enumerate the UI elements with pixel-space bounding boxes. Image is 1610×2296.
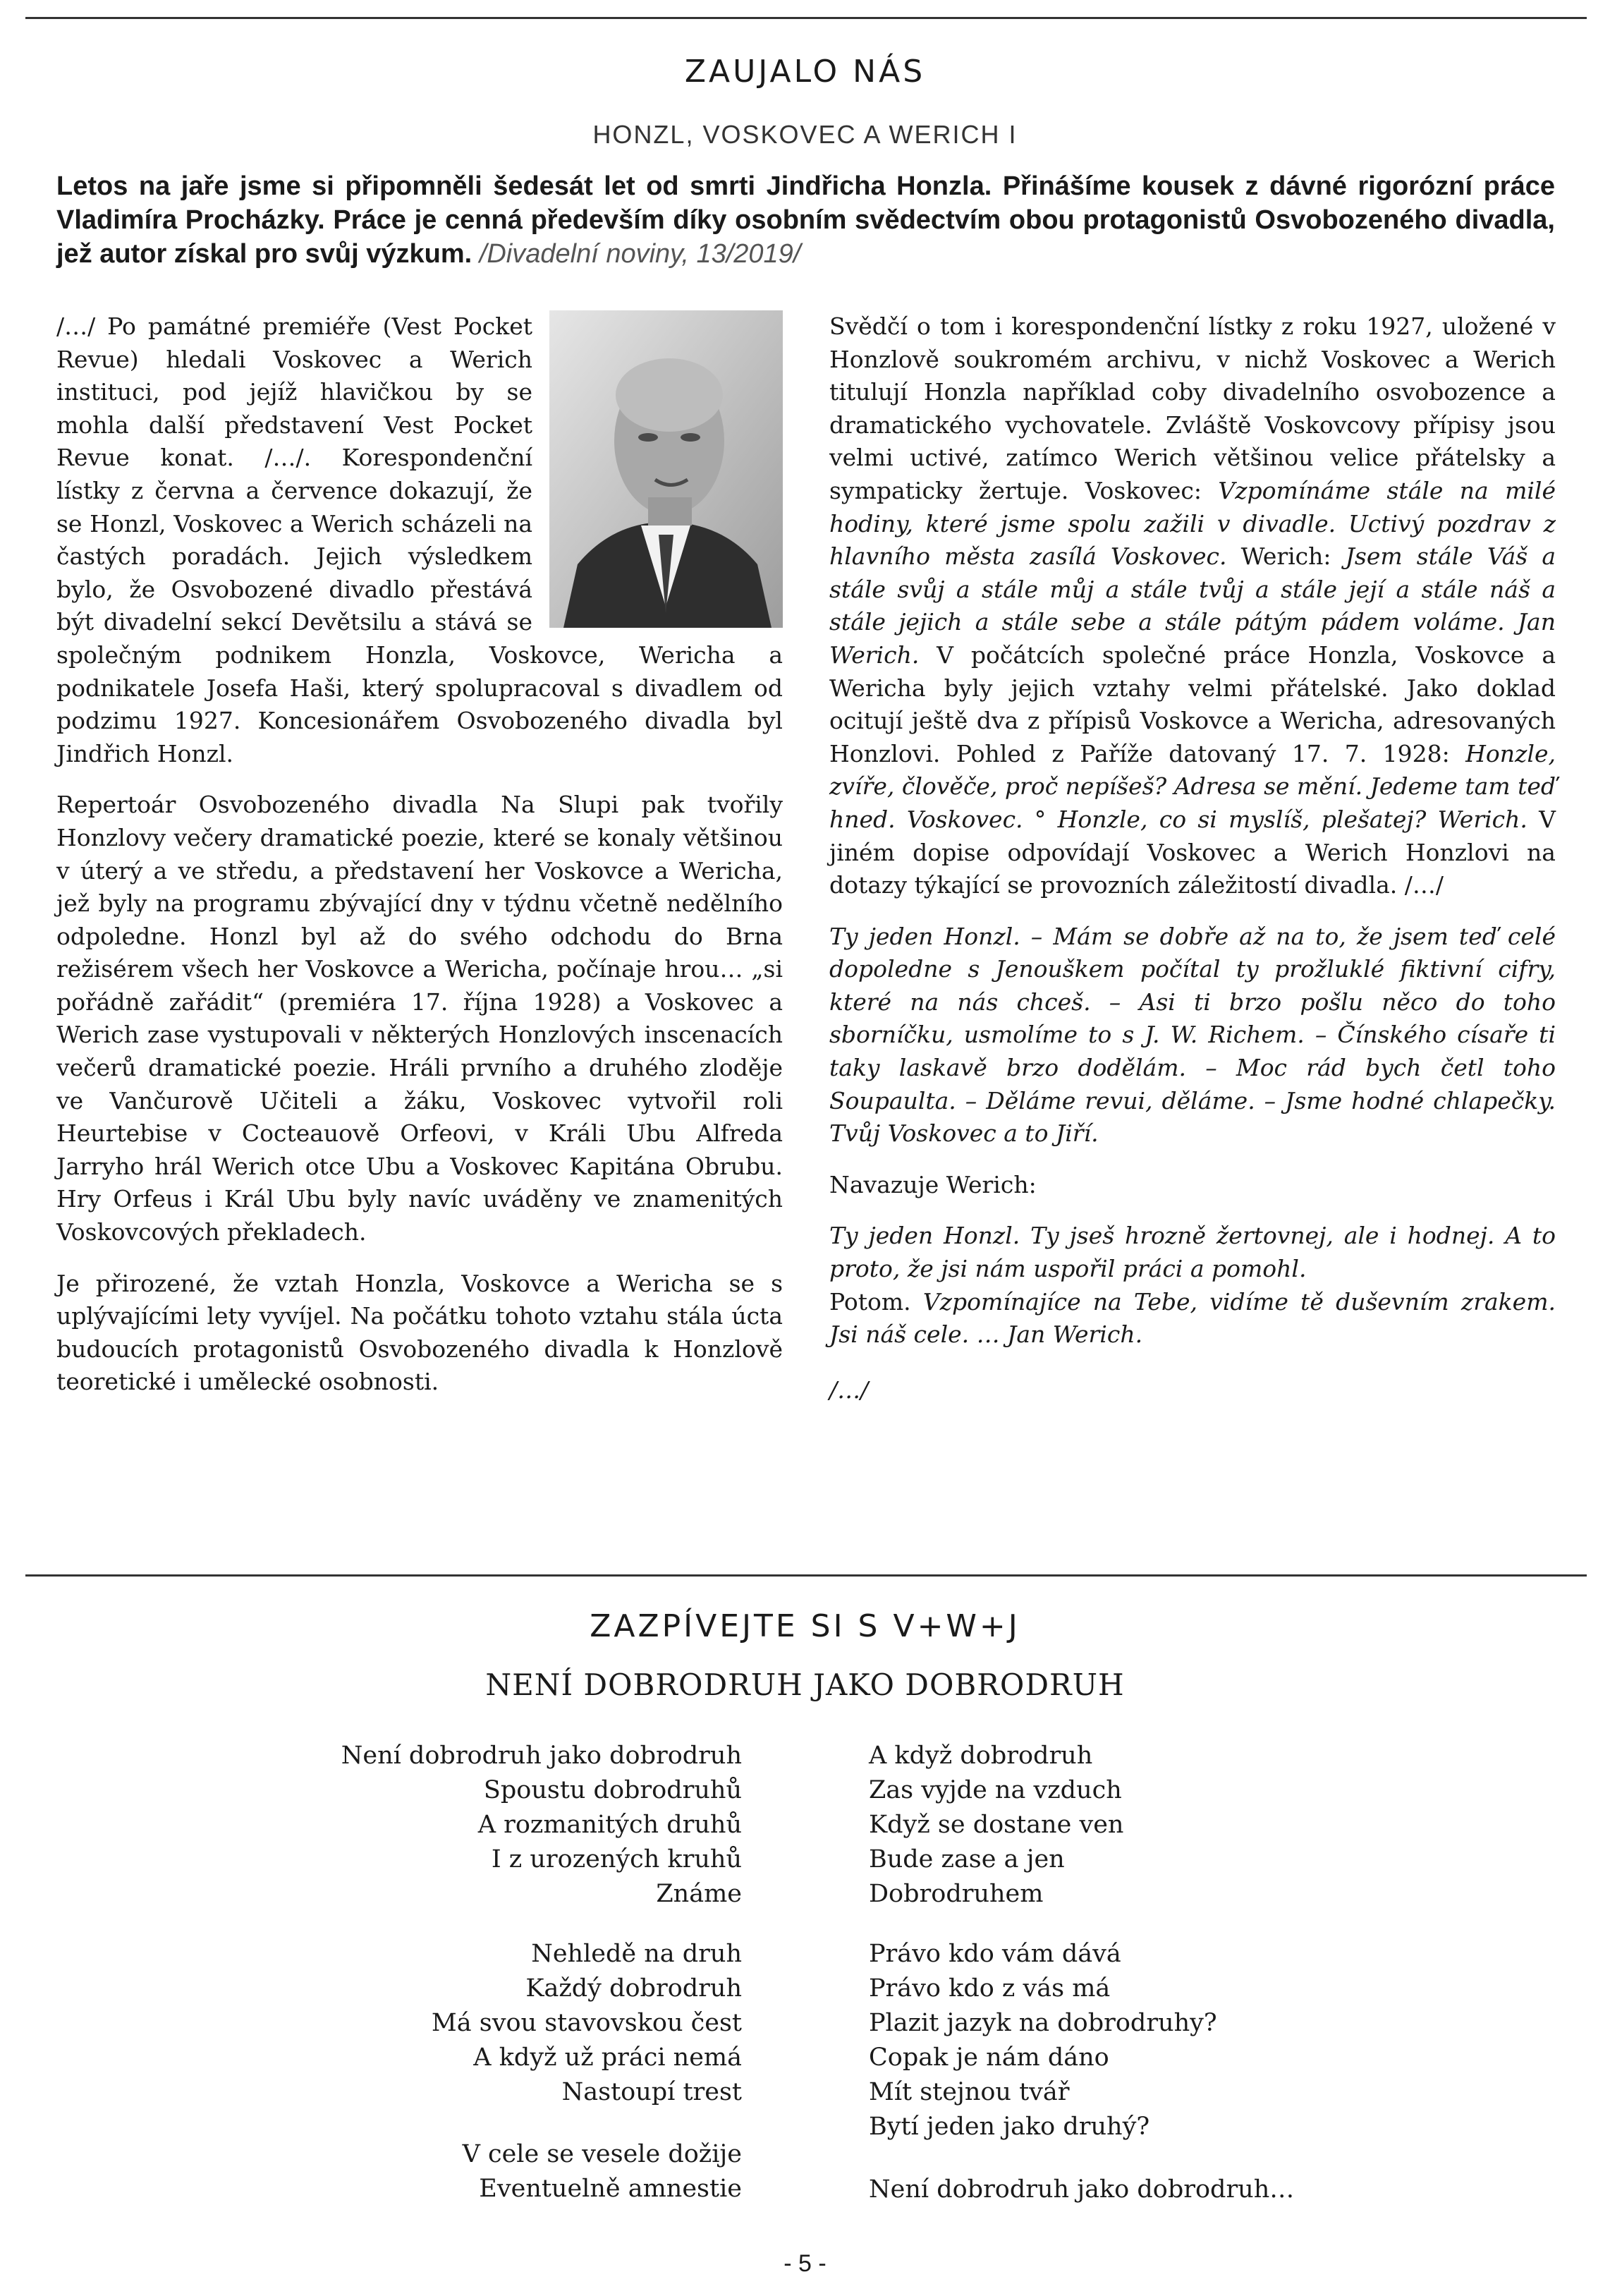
- lyric-line: A když už práci nemá: [473, 2043, 742, 2072]
- song-right-verse-3: [869, 2173, 1504, 2207]
- right-p1-text-d: V jiném dopise odpovídají Voskovec a Werich Honzlovi na dotazy týkající se provozních záležitostí divadla. /…/: [829, 805, 1556, 899]
- lyric-line: Právo kdo vám dává: [869, 1940, 1121, 1968]
- lyric-line: V cele se vesele dožije: [462, 2140, 742, 2168]
- left-paragraph-2: Repertoár Osvobozeného divadla Na Slupi pak tvořily Honzlovy večery dramatické poezie, které se konaly většinou v úterý a ve středu, a představení her Voskovce a Wericha, jež byly na programu zbývající dny v týdnu včetně nedělního odpoledne. Honzl byl až do svého odchodu do Brna režisérem všech her Voskovce a Wericha, počínaje hrou… „si pořádně zařádit“ (premiéra 17. října 1928) a Voskovec a Werich zase vystupovali v některých Honzlových inscenacích večerů dramatické poezie. Hráli prvního a druhého zloděje ve Vančurově Učiteli a žáku, Voskovec vytvořil roli Heurtebise v Cocteauově Orfeovi, v Králi Ubu Alfreda Jarryho hrál Werich otce Ubu a Voskovec Kapitána Obrubu. Hry Orfeus i Král Ubu byly navíc uváděny ve znamenitých Voskovcových překladech.: [56, 791, 783, 1246]
- lyric-line: Zas vyjde na vzduch: [869, 1776, 1122, 1804]
- right-p2-quote: Ty jeden Honzl. – Mám se dobře až na to, že jsem teď celé dopoledne s Jenouškem počítal ty prožluklé fiktivní cifry, které na nás chceš. – Asi ti brzo pošlu něco do toho sborníčku, usmolíme to s J. W. Richem. – Čínského císaře ti taky laskavě brzo dodělám. – Moc rád bych četl toho Soupaulta. – Děláme revui, děláme. – Jsme hodné chlapečky. Tvůj Voskovec a to Jiří.: [829, 922, 1556, 1148]
- article-intro: [56, 169, 1555, 271]
- lyric-line: Copak je nám dáno: [869, 2043, 1109, 2072]
- right-p1-text-b: Werich:: [1226, 542, 1346, 571]
- right-paragraph-3: Navazuje Werich:: [829, 1170, 1037, 1198]
- lyric-line: Plazit jazyk na dobrodruhy?: [869, 2009, 1217, 2037]
- left-column: [56, 310, 783, 1417]
- lyric-line: Když se dostane ven: [869, 1811, 1124, 1839]
- lyric-line: Bude zase a jen: [869, 1845, 1065, 1873]
- right-p1-text-c: V počátcích společné práce Honzla, Voskovce a Wericha byly jejich vztahy velmi přátelské. Jako doklad ocitují ještě dva z přípisů Voskovce a Wericha, adresovaných Honzlovi. Pohled z Paříže datovaný 17. 7. 1928:: [829, 640, 1556, 767]
- article-title: HONZL, VOSKOVEC A WERICH I: [592, 120, 1018, 149]
- portrait-photo-image: [549, 310, 783, 628]
- right-p4-text: Potom.: [829, 1287, 923, 1316]
- page-number: - 5 -: [783, 2250, 827, 2277]
- right-paragraph-1: [829, 310, 1556, 902]
- right-p4-quote-2: Vzpomínajíce na Tebe, vidíme tě duševním zrakem. Jsi náš cele. … Jan Werich.: [829, 1287, 1556, 1349]
- right-p5-ellipsis: /…/: [829, 1375, 869, 1404]
- intro-text: Letos na jaře jsme si připomněli šedesát let od smrti Jindřicha Honzla. Přinášíme kousek z dávné rigorózní práce Vladimíra Procházky. Práce je cenná především díky osobním svědectvím obou protagonistů Osvobozeného divadla, jež autor získal pro svůj výzkum.: [56, 171, 1555, 269]
- lyric-line: Mít stejnou tvář: [869, 2078, 1070, 2106]
- song-left-verse-3: [107, 2137, 742, 2206]
- lyric-line: Právo kdo z vás má: [869, 1974, 1111, 2003]
- lyric-line: Není dobrodruh jako dobrodruh: [341, 1742, 742, 1770]
- right-p4-quote-1: Ty jeden Honzl. Ty jseš hrozně žertovnej, ale i hodnej. A to proto, že jsi nám uspořil práci a pomohl.: [829, 1222, 1556, 1283]
- lyric-line: I z urozených kruhů: [491, 1845, 742, 1873]
- lyric-line: Eventuelně amnestie: [479, 2175, 742, 2203]
- lyric-line: Není dobrodruh jako dobrodruh…: [869, 2175, 1295, 2204]
- right-paragraph-2: [829, 921, 1556, 1150]
- right-p1-text-a: Svědčí o tom i korespondenční lístky z roku 1927, uložené v Honzlově soukromém archivu, v nichž Voskovec a Werich titulují Honzla například coby divadelního osvobozence a dramatického vychovatele. Zvláště Voskovcovy přípisy jsou velmi uctivé, zatímco Werich většinou velice přátelsky a sympaticky žertuje. Voskovec:: [829, 312, 1556, 504]
- song-right-verse-2: [869, 1937, 1504, 2144]
- lyric-line: Známe: [656, 1880, 742, 1908]
- right-p1-quote-3: Honzle, zvíře, člověče, proč nepíšeš? Adresa se mění. Jedeme tam teď hned. Voskovec. ° Honzle, co si myslíš, plešatej? Werich.: [829, 739, 1556, 833]
- lyric-line: Bytí jeden jako druhý?: [869, 2113, 1150, 2141]
- lyric-line: A rozmanitých druhů: [477, 1811, 742, 1839]
- intro-source: /Divadelní noviny, 13/2019/: [479, 239, 801, 269]
- song-title: NENÍ DOBRODRUH JAKO DOBRODRUH: [485, 1668, 1125, 1702]
- top-rule: [25, 17, 1587, 19]
- left-paragraph-1: /…/ Po památné premiéře (Vest Pocket Revue) hledali Voskovec a Werich instituci, pod jejíž hlavičkou by se mohla další představení Vest Pocket Revue konat. /…/. Korespondenční lístky z června a července dokazují, že se Honzl, Voskovec a Werich scházeli na častých poradách. Jejich výsledkem bylo, že Osvobozené divadlo přestává být divadelní sekcí Devětsilu a stává se společným podnikem Honzla, Voskovce, Wericha a podnikatele Josefa Haši, který spolupracoval s divadlem od podzimu 1927. Koncesionářem Osvobozeného divadla byl Jindřich Honzl.: [56, 312, 783, 767]
- song-left-verse-1: [107, 1739, 742, 1912]
- right-p1-quote-1: Vzpomínáme stále na milé hodiny, které jsme spolu zažili v divadle. Uctivý pozdrav z hlavního města zasílá Voskovec.: [829, 476, 1556, 571]
- lyric-line: Spoustu dobrodruhů: [483, 1776, 742, 1804]
- song-right-verse-1: [869, 1739, 1504, 1912]
- lyric-line: Má svou stavovskou čest: [431, 2009, 742, 2037]
- song-left-verse-2: [107, 1937, 742, 2110]
- right-paragraph-4: [829, 1220, 1556, 1351]
- lyric-line: A když dobrodruh: [869, 1742, 1093, 1770]
- lyric-line: Dobrodruhem: [869, 1880, 1044, 1908]
- lyric-line: Nastoupí trest: [561, 2078, 742, 2106]
- left-paragraph-3: Je přirozené, že vztah Honzla, Voskovce a Wericha se s uplývajícími lety vyvíjel. Na počátku tohoto vztahu stála úcta budoucích protagonistů Osvobozeného divadla k Honzlově teoretické i umělecké osobnosti.: [56, 1269, 783, 1396]
- middle-rule: [25, 1574, 1587, 1577]
- lyric-line: Každý dobrodruh: [525, 1974, 742, 2003]
- song-section-title: ZAZPÍVEJTE SI S V+W+J: [590, 1608, 1020, 1644]
- right-p1-quote-2: Jsem stále Váš a stále svůj a stále můj a stále tvůj a stále její a stále náš a stále jejich a stále sebe a stále pátým pádem voláme. Jan Werich.: [829, 542, 1556, 669]
- section-title: ZAUJALO NÁS: [684, 54, 926, 90]
- portrait-photo: [549, 310, 783, 628]
- lyric-line: Nehledě na druh: [531, 1940, 742, 1968]
- right-paragraph-5: [829, 1374, 1556, 1407]
- right-column: [829, 310, 1556, 1425]
